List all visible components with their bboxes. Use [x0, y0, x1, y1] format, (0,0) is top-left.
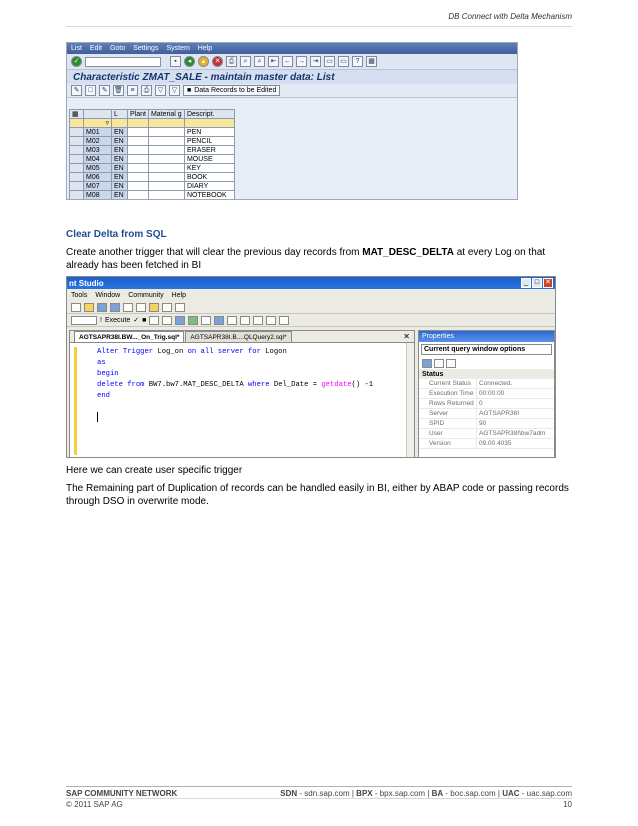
footer-link-uac[interactable]: - uac.sap.com	[519, 789, 572, 798]
table-row[interactable]	[70, 146, 235, 155]
property-row[interactable]	[419, 419, 554, 429]
data-records-button[interactable]	[183, 85, 280, 96]
sap-menu-settings[interactable]: Settings	[133, 45, 159, 52]
property-name: Current Status	[419, 379, 477, 388]
comment-icon[interactable]	[240, 316, 250, 325]
open-icon[interactable]	[84, 303, 94, 312]
table-row[interactable]	[70, 164, 235, 173]
paragraph-text: at every Log on that already has been fetched in BI	[66, 247, 546, 271]
row-selector[interactable]	[70, 173, 84, 182]
table-cell: M05	[84, 164, 112, 173]
properties-title: Properties	[419, 331, 554, 342]
property-value: AGTSAPR38I\bw7adm	[479, 430, 546, 437]
property-row[interactable]	[419, 429, 554, 439]
results-file-icon[interactable]	[227, 316, 237, 325]
menu-community[interactable]: Community	[128, 291, 164, 299]
table-cell: M01	[84, 128, 112, 137]
code-line: end	[97, 392, 110, 400]
command-field[interactable]	[85, 57, 161, 67]
menu-help[interactable]: Help	[171, 291, 187, 299]
properties-icon[interactable]	[175, 303, 185, 312]
filter-icon-cell[interactable]: ▿	[84, 119, 112, 128]
table-cell[interactable]: ERASER	[184, 146, 234, 155]
filter-row	[70, 119, 235, 128]
text-cursor	[97, 412, 98, 422]
column-header-material-group[interactable]: Material g	[148, 110, 184, 119]
table-row[interactable]	[70, 191, 235, 200]
categorized-icon[interactable]	[422, 359, 432, 368]
window-controls	[521, 278, 553, 288]
delete-icon[interactable]: 🗑	[114, 87, 123, 94]
query-designer-icon[interactable]	[162, 316, 172, 325]
prev-page-icon[interactable]: ←	[284, 58, 291, 65]
table-cell[interactable]	[148, 119, 184, 128]
new-query-icon[interactable]	[71, 303, 81, 312]
footer-link-label: SDN	[280, 789, 298, 798]
property-row[interactable]	[419, 409, 554, 419]
table-row[interactable]	[70, 155, 235, 164]
code-text: BW7.bw7.MAT_DESC_DELTA	[144, 381, 248, 389]
table-cell[interactable]	[148, 191, 184, 200]
code-text: Del_Date =	[269, 381, 322, 389]
footer-link-label: BA	[431, 789, 444, 798]
help-icon[interactable]: ?	[352, 56, 363, 67]
code-function: getdate	[321, 381, 352, 389]
maximize-icon[interactable]: □	[532, 278, 542, 288]
table-cell[interactable]: NOTEBOOK	[184, 191, 234, 200]
outdent-icon[interactable]	[279, 316, 289, 325]
table-cell[interactable]	[128, 182, 149, 191]
table-cell[interactable]: KEY	[184, 164, 234, 173]
code-line: begin	[97, 370, 119, 378]
table-cell: EN	[112, 128, 128, 137]
table-row[interactable]	[70, 182, 235, 191]
property-pages-icon[interactable]	[446, 359, 456, 368]
close-icon[interactable]: ✕	[543, 278, 553, 288]
table-cell: EN	[112, 164, 128, 173]
sap-app-toolbar	[67, 84, 517, 98]
display-change-icon[interactable]: ✎	[71, 85, 82, 96]
filter-icon[interactable]: ▽	[155, 85, 166, 96]
table-cell[interactable]	[128, 137, 149, 146]
paragraph-duplication: The Remaining part of Duplication of records can be handled easily in BI, either by ABAP code or passing records through DSO in overwrite mode.	[66, 483, 569, 507]
sort-icon[interactable]: ≡	[127, 85, 138, 96]
table-cell[interactable]: BOOK	[184, 173, 234, 182]
table-cell: M07	[84, 182, 112, 191]
property-value: 09.00.4035	[479, 440, 512, 447]
editor-scrollbar[interactable]	[406, 343, 414, 457]
header-divider	[66, 26, 572, 27]
paragraph-user-trigger: Here we can create user specific trigger	[66, 465, 243, 476]
tab-query2[interactable]: AGTSAPR38I.B....QLQuery2.sql*	[185, 331, 291, 342]
property-value: 00:00:00	[479, 390, 505, 397]
table-cell[interactable]: DIARY	[184, 182, 234, 191]
last-page-icon[interactable]: ⇥	[310, 56, 321, 67]
table-cell[interactable]	[148, 173, 184, 182]
property-value: AGTSAPR38I	[479, 410, 520, 417]
table-cell[interactable]: MOUSE	[184, 155, 234, 164]
table-cell: EN	[112, 182, 128, 191]
section-heading: Clear Delta from SQL	[66, 229, 167, 240]
database-select[interactable]	[71, 316, 97, 325]
table-cell: M02	[84, 137, 112, 146]
table-cell[interactable]	[128, 173, 149, 182]
minimize-icon[interactable]: _	[521, 278, 531, 288]
save-icon[interactable]	[97, 303, 107, 312]
code-text: () -1	[351, 381, 374, 389]
page-number: 10	[563, 800, 572, 809]
results-text-icon[interactable]	[201, 316, 211, 325]
paragraph-text: Create another trigger that will clear the previous day records from	[66, 247, 363, 258]
create-icon[interactable]: □	[85, 85, 96, 96]
query-editor	[69, 330, 415, 458]
footer-copyright: © 2011 SAP AG	[66, 800, 123, 809]
footer-link-label: BPX	[356, 789, 373, 798]
save-all-icon[interactable]	[110, 303, 120, 312]
tab-logon-trigger[interactable]: AGTSAPR38I.BW..._On_Trig.sql*	[74, 331, 184, 342]
row-selector[interactable]	[70, 182, 84, 191]
property-name: Server	[419, 409, 477, 418]
sap-screen-title: Characteristic ZMAT_SALE - maintain master data: List	[67, 70, 517, 84]
table-cell[interactable]	[148, 182, 184, 191]
table-cell: EN	[112, 191, 128, 200]
property-row[interactable]	[419, 379, 554, 389]
code-keyword: on all server for	[187, 348, 261, 356]
code-text: Log_on	[153, 348, 188, 356]
table-cell[interactable]	[128, 128, 149, 137]
property-name: Version	[419, 439, 477, 448]
footer-link-label: UAC	[502, 789, 520, 798]
master-data-table	[69, 109, 235, 200]
column-header-key[interactable]	[84, 110, 112, 119]
table-cell[interactable]	[128, 164, 149, 173]
property-value: 90	[479, 420, 487, 427]
menu-tools[interactable]: Tools	[71, 291, 88, 299]
table-cell: EN	[112, 137, 128, 146]
table-cell[interactable]	[148, 137, 184, 146]
indent-icon[interactable]	[266, 316, 276, 325]
table-cell: M08	[84, 191, 112, 200]
data-records-label: Data Records to be Edited	[194, 87, 277, 94]
back-icon[interactable]: ◂	[184, 56, 195, 67]
ssms-menubar	[67, 289, 555, 301]
code-keyword: where	[247, 381, 270, 389]
table-cell: EN	[112, 155, 128, 164]
property-value: 0	[479, 400, 483, 407]
row-selector[interactable]	[70, 128, 84, 137]
table-cell[interactable]	[128, 119, 149, 128]
table-row[interactable]	[70, 137, 235, 146]
table-cell: M04	[84, 155, 112, 164]
template-icon[interactable]	[162, 303, 172, 312]
select-all-icon[interactable]: ▦	[70, 110, 84, 119]
table-cell[interactable]	[184, 119, 234, 128]
code-text: Logon	[260, 348, 287, 356]
editor-tabs	[70, 331, 414, 343]
sap-menu-list[interactable]: List	[71, 45, 82, 52]
property-row[interactable]	[419, 399, 554, 409]
row-selector[interactable]	[70, 137, 84, 146]
sap-menubar	[67, 43, 517, 54]
edit-icon[interactable]: ✎	[99, 85, 110, 96]
column-header-lang[interactable]: L	[112, 110, 128, 119]
table-cell[interactable]	[148, 155, 184, 164]
sap-system-toolbar	[67, 54, 517, 70]
new-session-icon[interactable]: ▭	[324, 56, 335, 67]
sap-menu-goto[interactable]: Goto	[109, 45, 126, 52]
sql-code[interactable]	[74, 347, 404, 455]
first-page-icon[interactable]: ⇤	[268, 56, 279, 67]
print-icon[interactable]: ⎙	[226, 56, 237, 67]
save-icon[interactable]: ▪	[170, 56, 181, 67]
code-line: as	[97, 359, 106, 367]
row-selector[interactable]	[70, 146, 84, 155]
property-value: Connected.	[479, 380, 513, 387]
standard-toolbar	[67, 301, 555, 314]
row-selector[interactable]	[70, 164, 84, 173]
footer-link-sdn[interactable]: - sdn.sap.com |	[297, 789, 357, 798]
display-plan-icon[interactable]	[149, 316, 159, 325]
page-header-title: DB Connect with Delta Mechanism	[448, 12, 572, 21]
results-grid-icon[interactable]	[214, 316, 224, 325]
table-row[interactable]	[70, 173, 235, 182]
property-name: Rows Returned	[419, 399, 477, 408]
object-explorer-icon[interactable]	[149, 303, 159, 312]
code-line	[97, 347, 404, 358]
column-header-plant[interactable]: Plant	[128, 110, 149, 119]
shortcut-icon[interactable]: ▭	[338, 56, 349, 67]
execute-icon[interactable]: !	[100, 316, 102, 324]
code-keyword: Alter Trigger	[97, 348, 154, 356]
table-cell[interactable]	[128, 146, 149, 155]
cancel-query-icon[interactable]: ■	[142, 316, 147, 324]
property-name: User	[419, 429, 477, 438]
footer-divider-2	[66, 798, 572, 799]
sap-menu-edit[interactable]: Edit	[89, 45, 102, 52]
print-list-icon[interactable]: ⎙	[141, 85, 152, 96]
find-next-icon[interactable]: ⌕	[254, 56, 265, 67]
info-icon: ■	[187, 87, 192, 94]
cancel-icon[interactable]: ✕	[212, 56, 223, 67]
column-header-description[interactable]: Descript.	[184, 110, 234, 119]
table-cell	[70, 119, 84, 128]
sap-menu-help[interactable]: Help	[197, 45, 213, 52]
paragraph-trigger-intro	[66, 246, 574, 272]
table-cell[interactable]: PENCIL	[184, 137, 234, 146]
table-cell[interactable]	[128, 155, 149, 164]
alphabetical-icon[interactable]	[434, 359, 444, 368]
enter-icon[interactable]: ✓	[71, 56, 82, 67]
table-cell: M03	[84, 146, 112, 155]
properties-object-select[interactable]: Current query window options	[421, 344, 552, 355]
next-page-icon[interactable]: →	[298, 58, 305, 65]
property-name: Execution Time	[419, 389, 477, 398]
status-category[interactable]: Status	[419, 369, 554, 379]
table-header-row	[70, 110, 235, 119]
table-row[interactable]	[70, 128, 235, 137]
footer-network: SAP COMMUNITY NETWORK	[66, 789, 178, 798]
include-plan-icon[interactable]	[175, 316, 185, 325]
table-cell[interactable]	[148, 146, 184, 155]
table-cell[interactable]	[112, 119, 128, 128]
table-cell: M06	[84, 173, 112, 182]
footer-link-bpx[interactable]: - bpx.sap.com |	[372, 789, 432, 798]
table-cell[interactable]	[148, 164, 184, 173]
sap-menu-system[interactable]: System	[166, 45, 190, 52]
table-cell: EN	[112, 173, 128, 182]
table-cell[interactable]: PEN	[184, 128, 234, 137]
sql-studio-screenshot	[66, 276, 556, 458]
layout-icon[interactable]: ▦	[366, 56, 377, 67]
property-row[interactable]	[419, 389, 554, 399]
footer-links	[280, 789, 572, 798]
property-name: SPID	[419, 419, 477, 428]
properties-panel	[418, 330, 555, 458]
exit-icon[interactable]: ▴	[198, 56, 209, 67]
row-selector[interactable]	[70, 155, 84, 164]
client-stats-icon[interactable]	[188, 316, 198, 325]
row-selector[interactable]	[70, 191, 84, 200]
activity-icon[interactable]	[123, 303, 133, 312]
uncomment-icon[interactable]	[253, 316, 263, 325]
parse-icon[interactable]: ✓	[133, 317, 140, 324]
table-name-emphasis: MAT_DESC_DELTA	[362, 247, 454, 258]
sap-screenshot	[66, 42, 518, 200]
table-cell[interactable]	[148, 128, 184, 137]
summary-icon[interactable]	[136, 303, 146, 312]
table-cell[interactable]	[128, 191, 149, 200]
properties-toolbar	[419, 357, 554, 369]
property-row[interactable]	[419, 439, 554, 449]
sql-editor-toolbar	[67, 314, 555, 327]
close-tab-icon[interactable]: ✕	[403, 332, 410, 341]
table-cell: EN	[112, 146, 128, 155]
execute-button[interactable]: Execute	[104, 316, 131, 324]
code-line	[97, 380, 404, 391]
set-filter-icon[interactable]: ▽	[169, 85, 180, 96]
footer-link-ba[interactable]: - boc.sap.com |	[443, 789, 503, 798]
menu-window[interactable]: Window	[95, 291, 121, 299]
code-keyword: delete from	[97, 381, 145, 389]
find-icon[interactable]: ⌕	[240, 56, 251, 67]
window-title: nt Studio	[67, 277, 555, 289]
footer-divider	[66, 786, 572, 787]
